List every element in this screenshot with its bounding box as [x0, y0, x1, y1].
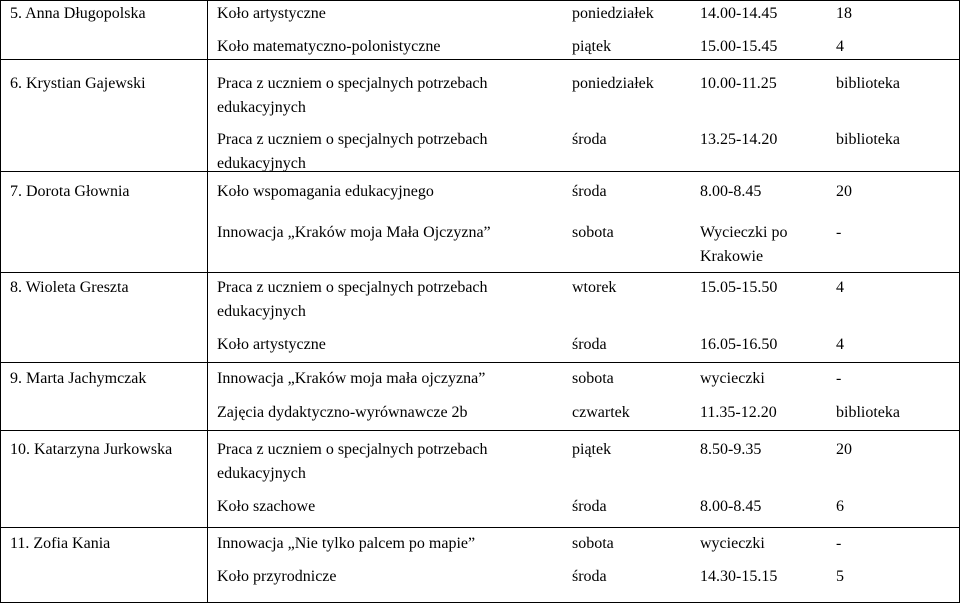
cell-day: sobota [572, 535, 614, 552]
cell-time: 15.05-15.50 [700, 279, 778, 296]
cell-time: 15.00-15.45 [700, 38, 778, 55]
cell-day: piątek [572, 38, 612, 55]
cell-name: 10. Katarzyna Jurkowska [10, 441, 173, 458]
row-separator [0, 362, 960, 363]
cell-activity: Praca z uczniem o specjalnych potrzebach edukacyjnych [217, 279, 488, 320]
cell-day: środa [572, 498, 607, 515]
row-separator [0, 527, 960, 528]
column-separator [207, 0, 208, 603]
cell-place: biblioteka [836, 75, 900, 92]
cell-place: - [836, 224, 842, 241]
cell-name: 6. Krystian Gajewski [10, 75, 146, 92]
cell-activity: Praca z uczniem o specjalnych potrzebach edukacyjnych [217, 441, 488, 482]
cell-place: 4 [836, 38, 844, 55]
cell-time: 16.05-16.50 [700, 336, 778, 353]
cell-place: 5 [836, 568, 844, 585]
cell-place: - [836, 370, 842, 387]
cell-time: wycieczki [700, 535, 765, 552]
cell-activity: Innowacja „Kraków moja mała ojczyzna” [217, 370, 486, 387]
cell-name: 9. Marta Jachymczak [10, 370, 147, 387]
cell-time: 14.00-14.45 [700, 5, 778, 22]
cell-place: biblioteka [836, 404, 900, 421]
cell-place: 6 [836, 498, 844, 515]
cell-time: 8.50-9.35 [700, 441, 762, 458]
cell-name: 11. Zofia Kania [10, 535, 111, 552]
cell-activity: Koło artystyczne [217, 5, 326, 22]
cell-place: 20 [836, 183, 852, 200]
cell-day: środa [572, 336, 607, 353]
cell-activity: Zajęcia dydaktyczno-wyrównawcze 2b [217, 404, 468, 421]
cell-activity: Koło matematyczno-polonistyczne [217, 38, 441, 55]
cell-name: 8. Wioleta Greszta [10, 279, 129, 296]
cell-activity: Praca z uczniem o specjalnych potrzebach edukacyjnych [217, 131, 488, 172]
row-separator [0, 59, 960, 60]
cell-day: środa [572, 568, 607, 585]
cell-place: biblioteka [836, 131, 900, 148]
cell-day: wtorek [572, 279, 617, 296]
cell-time: Wycieczki po Krakowie [700, 224, 788, 265]
cell-day: sobota [572, 370, 614, 387]
cell-name: 7. Dorota Głownia [10, 183, 130, 200]
cell-time: 14.30-15.15 [700, 568, 778, 585]
row-separator [0, 272, 960, 273]
cell-place: 4 [836, 279, 844, 296]
cell-time: 8.00-8.45 [700, 498, 762, 515]
table-border-top [0, 0, 960, 1]
cell-day: środa [572, 131, 607, 148]
cell-day: czwartek [572, 404, 630, 421]
table-border-left [0, 0, 1, 603]
cell-activity: Praca z uczniem o specjalnych potrzebach edukacyjnych [217, 75, 488, 116]
cell-place: 20 [836, 441, 852, 458]
cell-day: sobota [572, 224, 614, 241]
cell-place: 4 [836, 336, 844, 353]
cell-day: poniedziałek [572, 5, 654, 22]
cell-activity: Koło artystyczne [217, 336, 326, 353]
cell-time: 13.25-14.20 [700, 131, 778, 148]
cell-activity: Koło przyrodnicze [217, 568, 337, 585]
cell-day: środa [572, 183, 607, 200]
cell-time: 10.00-11.25 [700, 75, 777, 92]
cell-activity: Innowacja „Kraków moja Mała Ojczyzna” [217, 224, 491, 241]
cell-activity: Koło wspomagania edukacyjnego [217, 183, 434, 200]
cell-time: 11.35-12.20 [700, 404, 777, 421]
row-separator [0, 430, 960, 431]
cell-activity: Koło szachowe [217, 498, 316, 515]
cell-time: wycieczki [700, 370, 765, 387]
cell-day: poniedziałek [572, 75, 654, 92]
cell-day: piątek [572, 441, 612, 458]
cell-activity: Innowacja „Nie tylko palcem po mapie” [217, 535, 476, 552]
cell-time: 8.00-8.45 [700, 183, 762, 200]
cell-name: 5. Anna Długopolska [10, 5, 146, 22]
cell-place: - [836, 535, 842, 552]
cell-place: 18 [836, 5, 852, 22]
